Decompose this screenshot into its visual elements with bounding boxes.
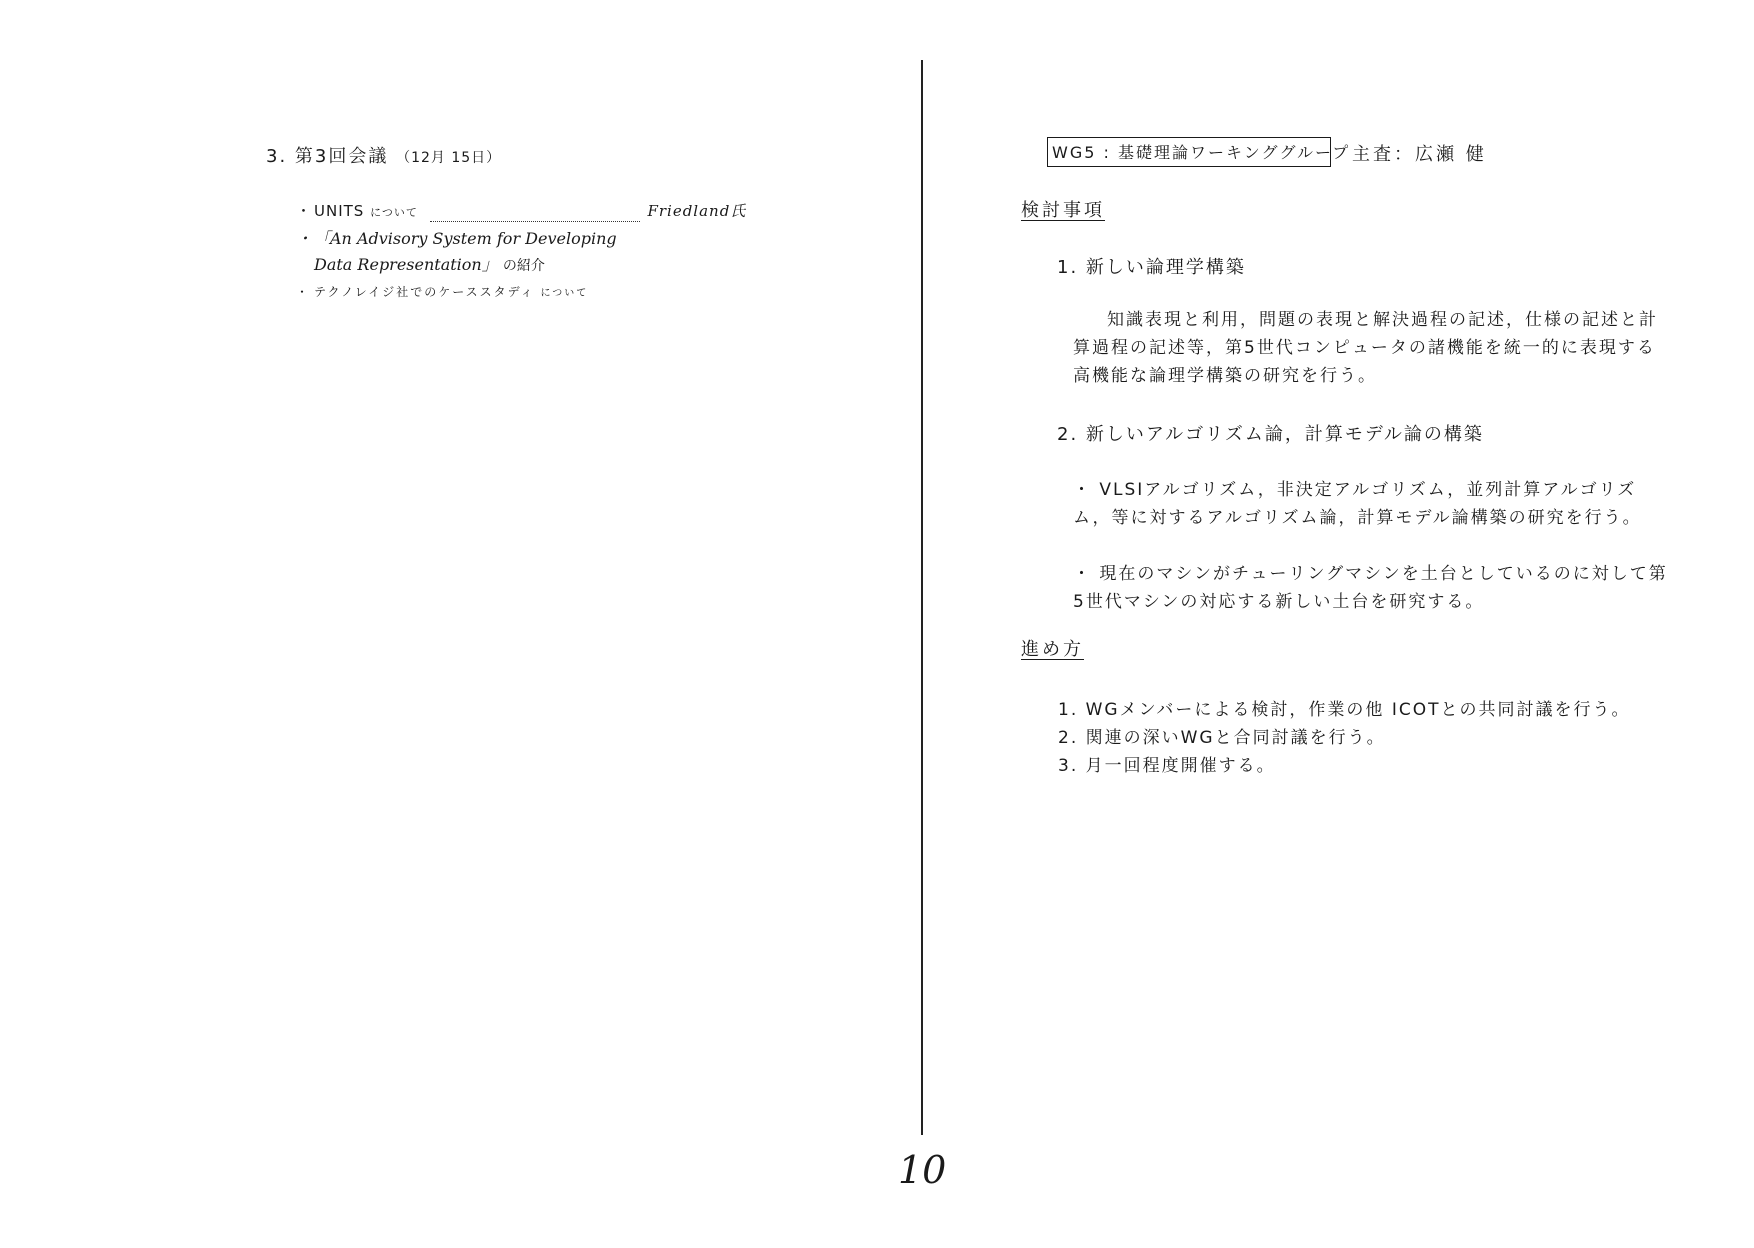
topic-paragraph: 知識表現と利用，問題の表現と解決過程の記述，仕様の記述と計算過程の記述等，第5世代コンピュータの諸機能を統一的に表現する高機能な論理学構築の研究を行う。 (1073, 310, 1658, 386)
topic-title: 2. 新しいアルゴリズム論，計算モデル論の構築 (1057, 424, 1484, 445)
chair-name: 主査：広瀬 健 (1352, 144, 1487, 165)
list-item: 2. 関連の深いWGと合同討議を行う。 (1058, 728, 1386, 748)
topic-bullet: ・ VLSIアルゴリズム，非決定アルゴリズム，並列計算アルゴリズム，等に対するアルゴリズム論，計算モデル論構築の研究を行う。 (1073, 480, 1642, 528)
section-heading-method: 進め方 (1021, 639, 1084, 660)
method-list (1058, 696, 1630, 780)
right-page (923, 0, 1754, 1248)
bullet: ・ (296, 229, 313, 248)
page-number: 10 (898, 1148, 947, 1192)
agenda-topic: UNITS (314, 202, 365, 220)
dotted-leader (430, 221, 640, 222)
agenda-item (296, 279, 746, 307)
meeting-heading (266, 142, 501, 168)
meeting-date: （12月 15日） (396, 150, 502, 166)
meeting-title: 3. 第3回会議 (266, 146, 389, 167)
agenda-item (296, 226, 654, 279)
agenda-suffix: について (370, 206, 418, 219)
agenda-presenter: Friedland氏 (647, 202, 747, 220)
section-heading-topics: 検討事項 (1021, 200, 1105, 221)
agenda-item (296, 198, 746, 226)
wg-title: WG5 : 基礎理論ワーキンググループ (1047, 137, 1331, 167)
agenda-suffix: の紹介 (502, 258, 545, 274)
agenda-list (296, 198, 746, 307)
agenda-paper-title: 「An Advisory System for Developing Data Representation」 (314, 229, 617, 274)
topic-bullet: ・ 現在のマシンがチューリングマシンを土台としているのに対して第5世代マシンの対応する新しい土台を研究する。 (1073, 564, 1668, 612)
list-item: 3. 月一回程度開催する。 (1058, 756, 1276, 776)
agenda-suffix: について (540, 288, 589, 299)
bullet: ・ (296, 202, 313, 220)
list-item: 1. WGメンバーによる検討，作業の他 ICOTとの共同討議を行う。 (1058, 700, 1631, 720)
bullet: ・ (296, 285, 311, 299)
agenda-text: テクノレイジ社でのケーススタディ (314, 285, 535, 299)
topic-title: 1. 新しい論理学構築 (1057, 257, 1246, 278)
